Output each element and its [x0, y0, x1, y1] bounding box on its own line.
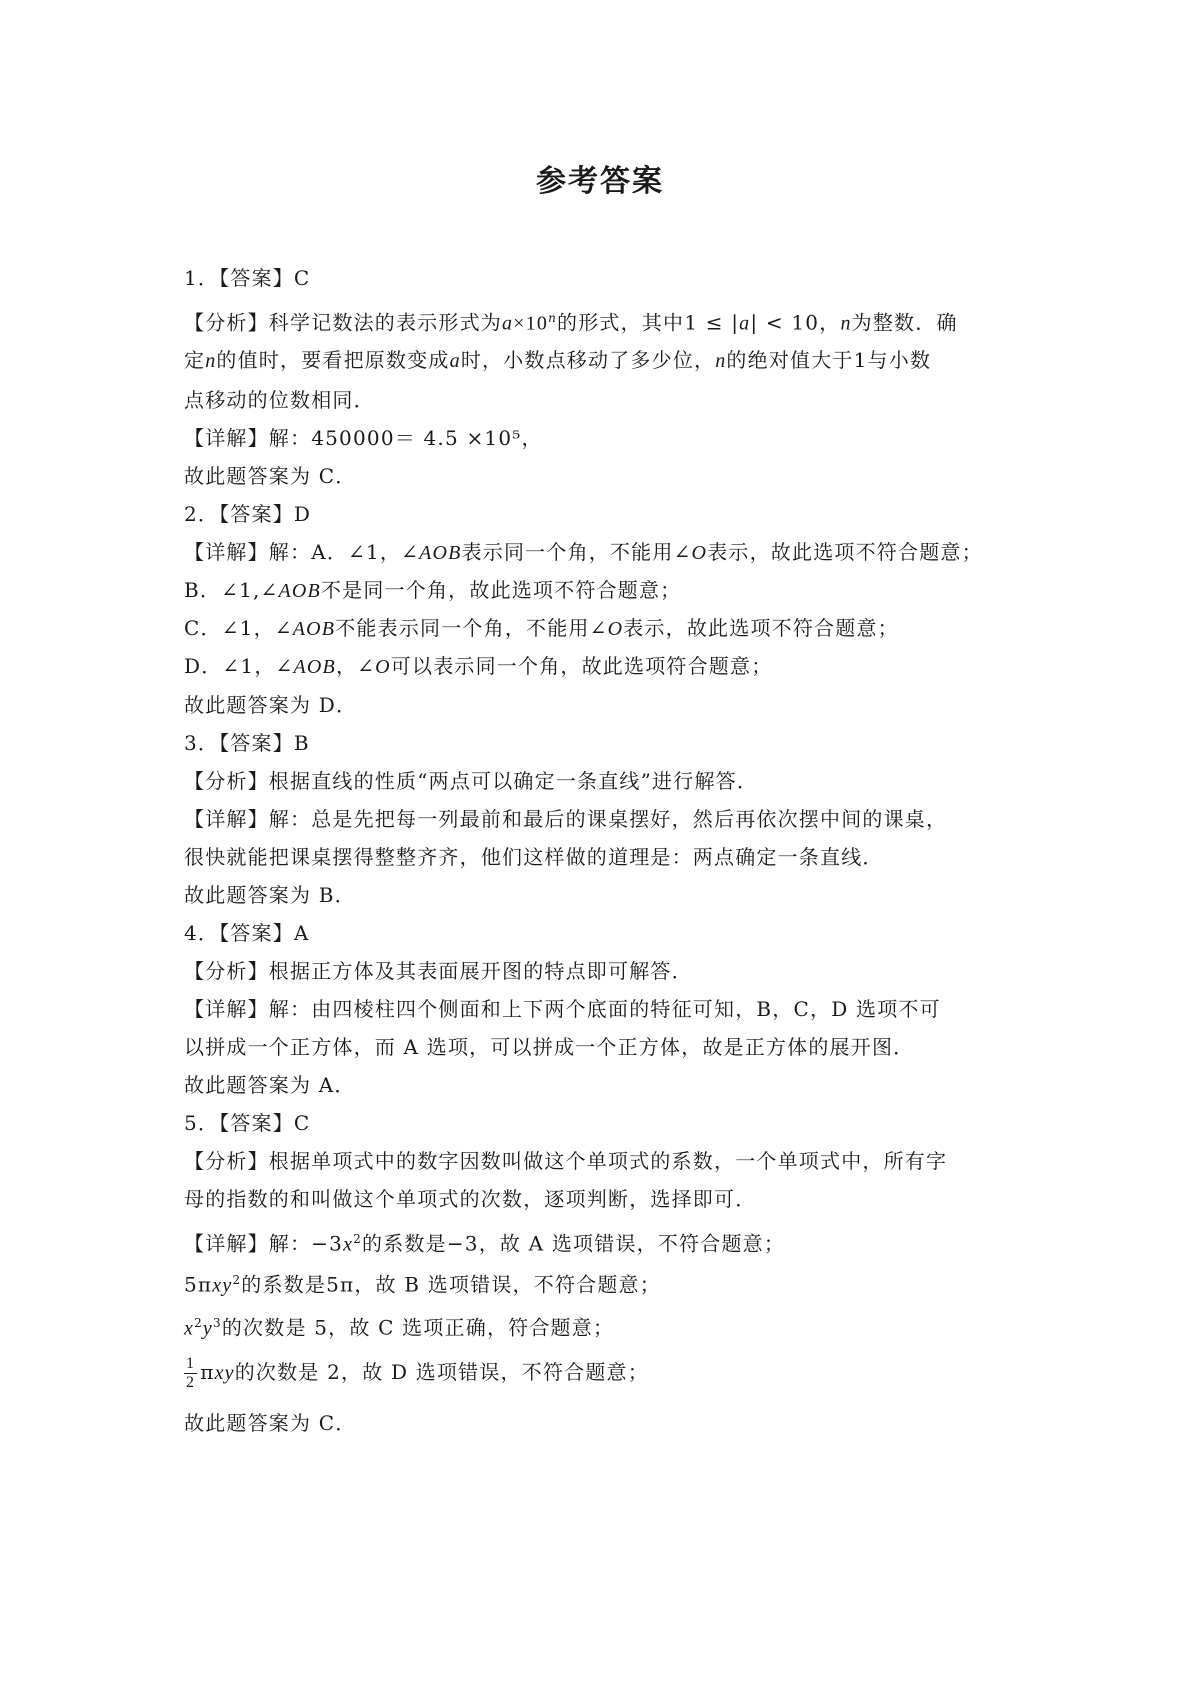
fraction-one-half: $\frac{1}{2}$: [186, 1355, 196, 1391]
q1-conclusion: 故此题答案为 C．: [184, 464, 357, 488]
q3-conclusion: 故此题答案为 B．: [184, 883, 356, 907]
q4-detail-line-2: 以拼成一个正方体，而 A 选项，可以拼成一个正方体，故是正方体的展开图．: [184, 1035, 915, 1059]
page-title: 参考答案: [536, 164, 664, 199]
q2-answer: 2．【答案】D: [184, 502, 312, 526]
q3-answer: 3．【答案】B: [184, 731, 310, 755]
q1-detail: 【详解】解：450000＝ 4.5 ×10⁵，: [184, 426, 543, 450]
q5-answer: 5．【答案】C: [184, 1111, 311, 1135]
q2-detail-a: 【详解】解：A．∠1，∠AOB表示同一个角，不能用∠O表示，故此选项不符合题意；: [184, 540, 983, 564]
q5-detail-d: $\frac{1}{2}$ πxy的次数是 2，故 D 选项错误，不符合题意；: [186, 1355, 649, 1391]
q3-detail-line-2: 很快就能把课桌摆得整整齐齐，他们这样做的道理是：两点确定一条直线．: [184, 845, 884, 869]
q5-detail-c: $x^2y^3$的次数是 5，故 C 选项正确，符合题意；: [184, 1315, 615, 1340]
q2-detail-c: C．∠1，∠AOB不能表示同一个角，不能用∠O表示，故此选项不符合题意；: [184, 616, 899, 640]
q5-detail-a: 【详解】解：$-3x^2$的系数是−3，故 A 选项错误，不符合题意；: [184, 1231, 786, 1256]
q1-analysis-line-2: 定n的值时，要看把原数变成a时，小数点移动了多少位，n的绝对值大于1与小数: [184, 348, 932, 372]
q5-conclusion: 故此题答案为 C．: [184, 1411, 357, 1435]
q4-answer: 4．【答案】A: [184, 921, 310, 945]
q1-analysis-line-3: 点移动的位数相同．: [184, 388, 375, 412]
q1-analysis-line-1: 【分析】科学记数法的表示形式为$a\times 10^n$的形式，其中1 ≤ |a| < 10，n为整数．确: [184, 310, 958, 335]
q3-detail-line-1: 【详解】解：总是先把每一列最前和最后的课桌摆好，然后再依次摆中间的课桌，: [184, 807, 948, 831]
q5-analysis-line-1: 【分析】根据单项式中的数字因数叫做这个单项式的系数，一个单项式中，所有字: [184, 1149, 948, 1173]
q2-conclusion: 故此题答案为 D．: [184, 693, 358, 717]
q2-detail-b: B．∠1,∠AOB不是同一个角，故此选项不符合题意；: [184, 578, 682, 602]
q1-answer: 1．【答案】C: [184, 266, 311, 290]
q2-detail-d: D．∠1，∠AOB，∠O可以表示同一个角，故此选项符合题意；: [184, 654, 773, 678]
q4-analysis: 【分析】根据正方体及其表面展开图的特点即可解答．: [184, 959, 693, 983]
q3-analysis: 【分析】根据直线的性质“两点可以确定一条直线”进行解答．: [184, 769, 759, 793]
q5-analysis-line-2: 母的指数的和叫做这个单项式的次数，逐项判断，选择即可．: [184, 1187, 757, 1211]
q4-detail-line-1: 【详解】解：由四棱柱四个侧面和上下两个底面的特征可知，B，C，D 选项不可: [184, 997, 941, 1021]
q4-conclusion: 故此题答案为 A．: [184, 1073, 356, 1097]
q5-detail-b: 5πxy$^2$的系数是5π，故 B 选项错误，不符合题意；: [184, 1272, 661, 1297]
